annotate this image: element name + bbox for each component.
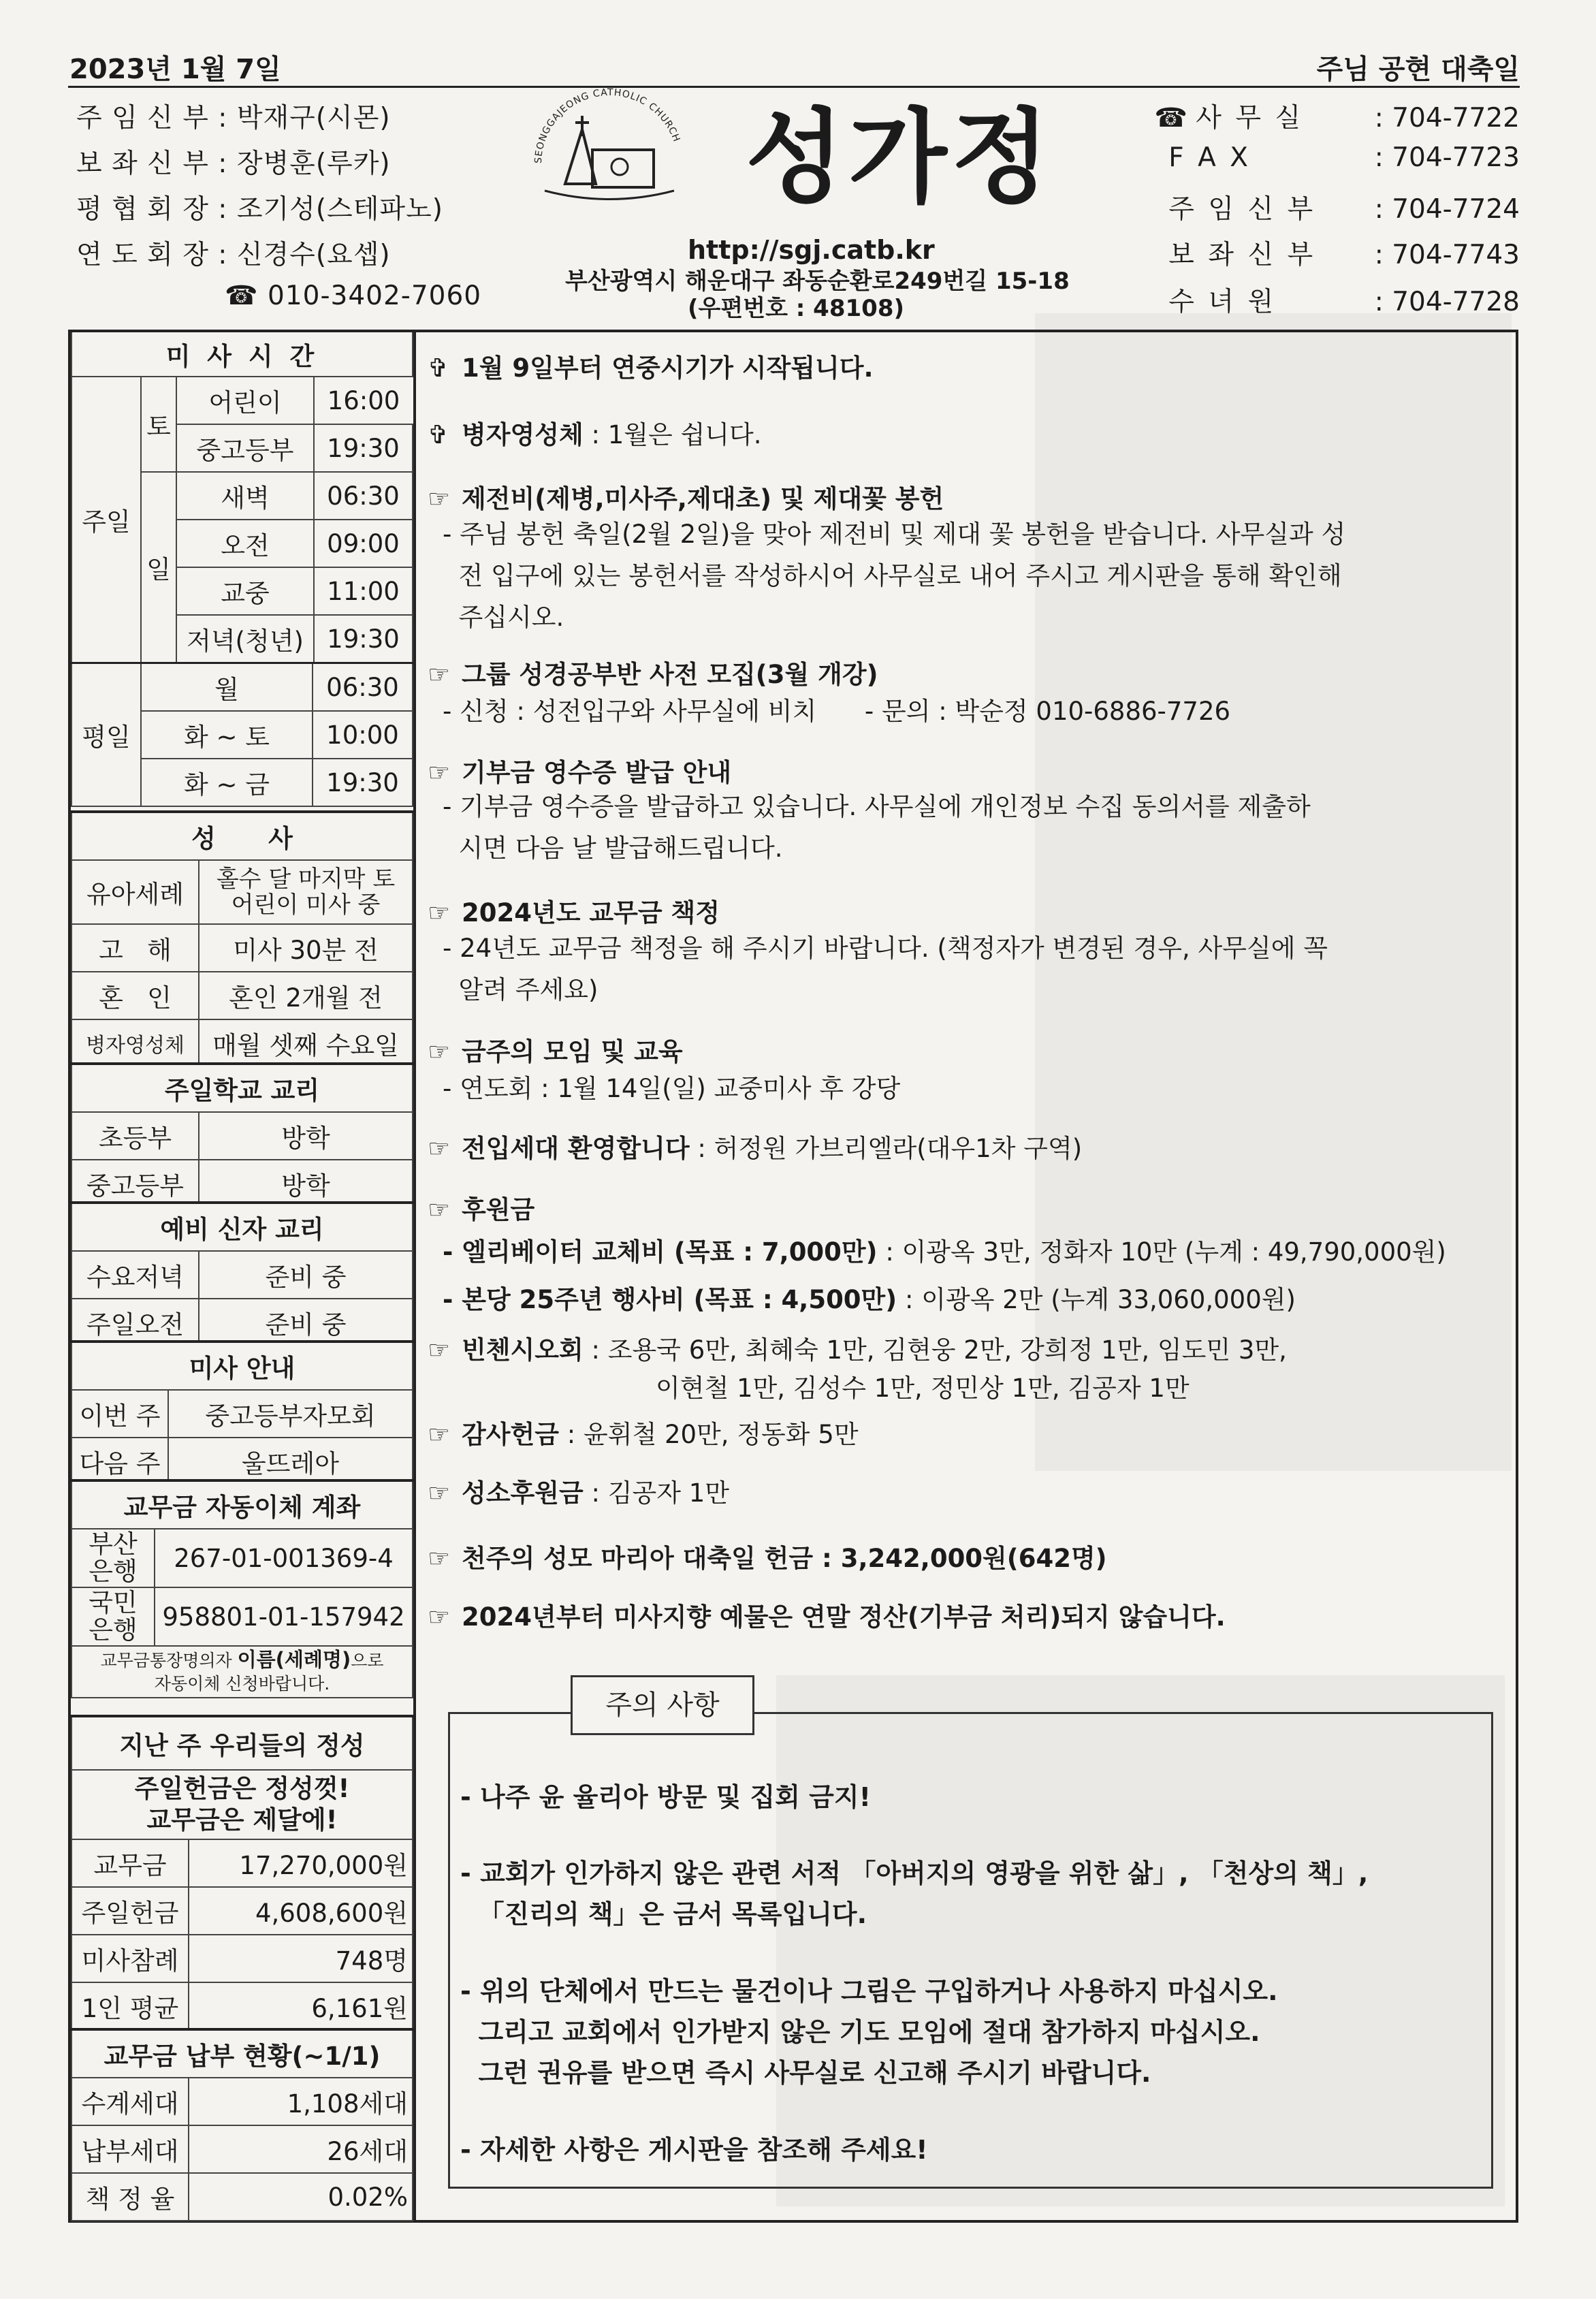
pointing-hand-icon: ☞ — [428, 1037, 451, 1066]
contact-pastor: 주 임 신 부 : 704-7724 — [1168, 194, 1520, 225]
notice-receipt-body: - 기부금 영수증을 발급하고 있습니다. 사무실에 개인정보 수집 동의서를 제출하 시면 다음 날 발급해드립니다. — [443, 792, 1311, 863]
notice-ordinary-time: ✞ 1월 9일부터 연중시기가 시작됩니다. — [428, 353, 874, 383]
notice-elevator-fund: - 엘리베이터 교체비 (목표 : 7,000만) : 이광옥 3만, 정화자 10만 (누계 : 49,790,000원) — [443, 1237, 1446, 1267]
notice-meeting-body: - 연도회 : 1월 14일(일) 교중미사 후 강당 — [443, 1074, 901, 1103]
caution-line-2: - 교회가 인가하지 않은 관련 서적 「아버지의 영광을 위한 삶」, 「천상의 책」, — [460, 1858, 1369, 1888]
saturday-label: 토 — [141, 377, 176, 472]
pointing-hand-icon: ☞ — [428, 1134, 451, 1163]
pointing-hand-icon: ☞ — [428, 1195, 451, 1224]
church-address: 부산광역시 해운대구 좌동순환로249번길 15-18 — [565, 268, 1070, 295]
pointing-hand-icon: ☞ — [428, 660, 451, 689]
column-divider — [413, 330, 416, 2223]
sunday-day-label: 일 — [141, 472, 176, 663]
sacraments-table: 성 사 유아세례 홀수 달 마지막 토 어린이 미사 중 고 해 미사 30분 전 혼 인 혼인 2개월 전 병자영성체 매월 셋째 수요일 — [71, 810, 413, 1068]
notice-bible-study-body: - 신청 : 성전입구와 사무실에 비치 - 문의 : 박순정 010-6886-7726 — [443, 697, 1231, 726]
offering-table: 지난 주 우리들의 정성 주일헌금은 정성껏! 교무금은 제달에! 교무금 17,270,000원 주일헌금 4,608,600원 미사참례 748명 1인 평균 6,161원 — [71, 1715, 413, 2031]
caution-line-7: - 자세한 사항은 게시판을 참조해 주세요! — [460, 2135, 928, 2165]
autopay-table: 교무금 자동이체 계좌 부산 은행 267-01-001369-4 국민 은행 958801-01-157942 교무금통장명의자 이름(세례명)으로 자동이체 신청바랍니다. — [71, 1479, 413, 1698]
caution-line-6: 그런 권유를 받으면 즉시 사무실로 신고해 주시기 바랍니다. — [460, 2058, 1151, 2088]
bulletin-date: 2023년 1월 7일 — [69, 54, 281, 85]
notice-dues-title: ☞ 2024년도 교무금 책정 — [428, 898, 720, 927]
feast-title: 주님 공현 대축일 — [1316, 54, 1520, 85]
telephone-icon: ☎ — [1154, 103, 1196, 133]
caution-line-3: 「진리의 책」은 금서 목록입니다. — [460, 1899, 867, 1929]
sunday-school-table: 주일학교 교리 초등부 방학 중고등부 방학 — [71, 1062, 413, 1208]
notice-offering-title: ☞ 제전비(제병,미사주,제대초) 및 제대꽃 봉헌 — [428, 484, 944, 513]
autopay-title: 교무금 자동이체 계좌 — [71, 1480, 413, 1529]
notice-welcome: ☞ 전입세대 환영합니다 : 허정원 가브리엘라(대우1차 구역) — [428, 1134, 1083, 1163]
staff-assistant: 보 좌 신 부 : 장병훈(루카) — [76, 148, 391, 179]
staff-yeondo: 연 도 회 장 : 신경수(요셉) — [76, 240, 391, 270]
pointing-hand-icon: ☞ — [428, 484, 451, 513]
notice-anniversary-fund: - 본당 25주년 행사비 (목표 : 4,500만) : 이광옥 2만 (누계 33,060,000원) — [443, 1285, 1296, 1314]
pointing-hand-icon: ☞ — [428, 1420, 451, 1449]
telephone-icon: ☎ — [225, 281, 259, 311]
autopay-note: 교무금통장명의자 이름(세례명)으로 자동이체 신청바랍니다. — [71, 1646, 413, 1698]
notice-receipt-title: ☞ 기부금 영수증 발급 안내 — [428, 758, 732, 787]
offering-title: 지난 주 우리들의 정성 — [71, 1716, 413, 1770]
notice-bible-study-title: ☞ 그룹 성경공부반 사전 모집(3월 개강) — [428, 660, 878, 689]
pointing-hand-icon: ☞ — [428, 1478, 451, 1508]
staff-council: 평 협 회 장 : 조기성(스테파노) — [76, 194, 443, 225]
pointing-hand-icon: ☞ — [428, 1335, 451, 1365]
cross-icon: ✞ — [428, 420, 449, 449]
notice-vocation: ☞ 성소후원금 : 김공자 1만 — [428, 1478, 729, 1508]
notice-mary-offering: ☞ 천주의 성모 마리아 대축일 헌금 : 3,242,000원(642명) — [428, 1544, 1107, 1573]
church-logo — [517, 82, 701, 218]
catechumen-title: 예비 신자 교리 — [71, 1203, 413, 1251]
contact-office: ☎ 사 무 실 : 704-7722 — [1154, 103, 1520, 133]
sunday-school-title: 주일학교 교리 — [71, 1064, 413, 1112]
catechumen-table: 예비 신자 교리 수요저녁 준비 중 주일오전 준비 중 — [71, 1201, 413, 1347]
dues-table: 교무금 납부 현황(~1/1) 수계세대 1,108세대 납부세대 26세대 책 정 율 0.02% — [71, 2028, 413, 2221]
pointing-hand-icon: ☞ — [428, 758, 451, 787]
notice-sick-communion: ✞ 병자영성체 : 1월은 쉽니다. — [428, 420, 762, 449]
account-kookmin[interactable]: 958801-01-157942 — [155, 1587, 413, 1646]
mass-guide-title: 미사 안내 — [71, 1342, 413, 1390]
contact-fax: F A X : 704-7723 — [1168, 142, 1520, 173]
pointing-hand-icon: ☞ — [428, 1544, 451, 1573]
cross-icon: ✞ — [428, 353, 449, 383]
caution-line-5: 그리고 교회에서 인가받지 않은 기도 모임에 절대 참가하지 마십시오. — [460, 2017, 1260, 2047]
account-busan[interactable]: 267-01-001369-4 — [155, 1529, 413, 1587]
website-url[interactable]: http://sgj.catb.kr — [688, 235, 935, 265]
caution-label: 주의 사항 — [571, 1675, 754, 1735]
caution-line-1: - 나주 윤 율리아 방문 및 집회 금지! — [460, 1782, 871, 1812]
svg-text:SEONGGAJEONG CATHOLIC CHURCH: SEONGGAJEONG CATHOLIC CHURCH — [532, 86, 682, 164]
sacraments-title: 성 사 — [71, 812, 413, 860]
offering-slogan: 주일헌금은 정성껏! 교무금은 제달에! — [71, 1770, 413, 1839]
mass-schedule-table: 미 사 시 간 주일 토 어린이 16:00 중고등부 19:30 일 새벽 06:30 오전 09:00 교중 11:00 저녁(청년) 19:30 평일 월 06:30 화 ~ 토 10:00 화 ~ 금 19:30 — [71, 332, 413, 807]
notice-support-title: ☞ 후원금 — [428, 1195, 535, 1224]
pointing-hand-icon: ☞ — [428, 898, 451, 927]
weekday-label: 평일 — [71, 663, 141, 807]
dues-title: 교무금 납부 현황(~1/1) — [71, 2029, 413, 2078]
staff-pastor: 주 임 신 부 : 박재구(시몬) — [76, 103, 391, 133]
notice-vincent-cont: 이현철 1만, 김성수 1만, 정민상 1만, 김공자 1만 — [656, 1374, 1190, 1403]
staff-phone: ☎ 010-3402-7060 — [225, 281, 482, 311]
contact-assistant: 보 좌 신 부 : 704-7743 — [1168, 240, 1520, 270]
notice-meeting-title: ☞ 금주의 모임 및 교육 — [428, 1037, 683, 1066]
mass-guide-table: 미사 안내 이번 주 중고등부자모회 다음 주 울뜨레아 — [71, 1340, 413, 1486]
notice-mass-intention: ☞ 2024년부터 미사지향 예물은 연말 정산(기부금 처리)되지 않습니다. — [428, 1602, 1226, 1632]
notice-dues-body: - 24년도 교무금 책정을 해 주시기 바랍니다. (책정자가 변경된 경우, 사무실에 꼭 알려 주세요) — [443, 934, 1328, 1004]
caution-line-4: - 위의 단체에서 만드는 물건이나 그림은 구입하거나 사용하지 마십시오. — [460, 1976, 1278, 2006]
notice-thanks: ☞ 감사헌금 : 윤휘철 20만, 정동화 5만 — [428, 1420, 859, 1449]
mass-schedule-title: 미 사 시 간 — [71, 332, 413, 377]
postal-code: (우편번호 : 48108) — [688, 295, 905, 322]
sunday-label: 주일 — [71, 377, 141, 663]
contact-convent: 수 녀 원 : 704-7728 — [1168, 287, 1520, 317]
church-name: 성가정 — [746, 97, 1054, 217]
notice-vincent: ☞ 빈첸시오회 : 조용국 6만, 최혜숙 1만, 김현웅 2만, 강희정 1만, 임도민 3만, — [428, 1335, 1287, 1365]
pointing-hand-icon: ☞ — [428, 1602, 451, 1632]
notice-offering-body: - 주님 봉헌 축일(2월 2일)을 맞아 제전비 및 제대 꽃 봉헌을 받습니다. 사무실과 성 전 입구에 있는 봉헌서를 작성하시어 사무실로 내어 주시고 게시판을 통해 확인해 주십시오. — [443, 520, 1346, 632]
